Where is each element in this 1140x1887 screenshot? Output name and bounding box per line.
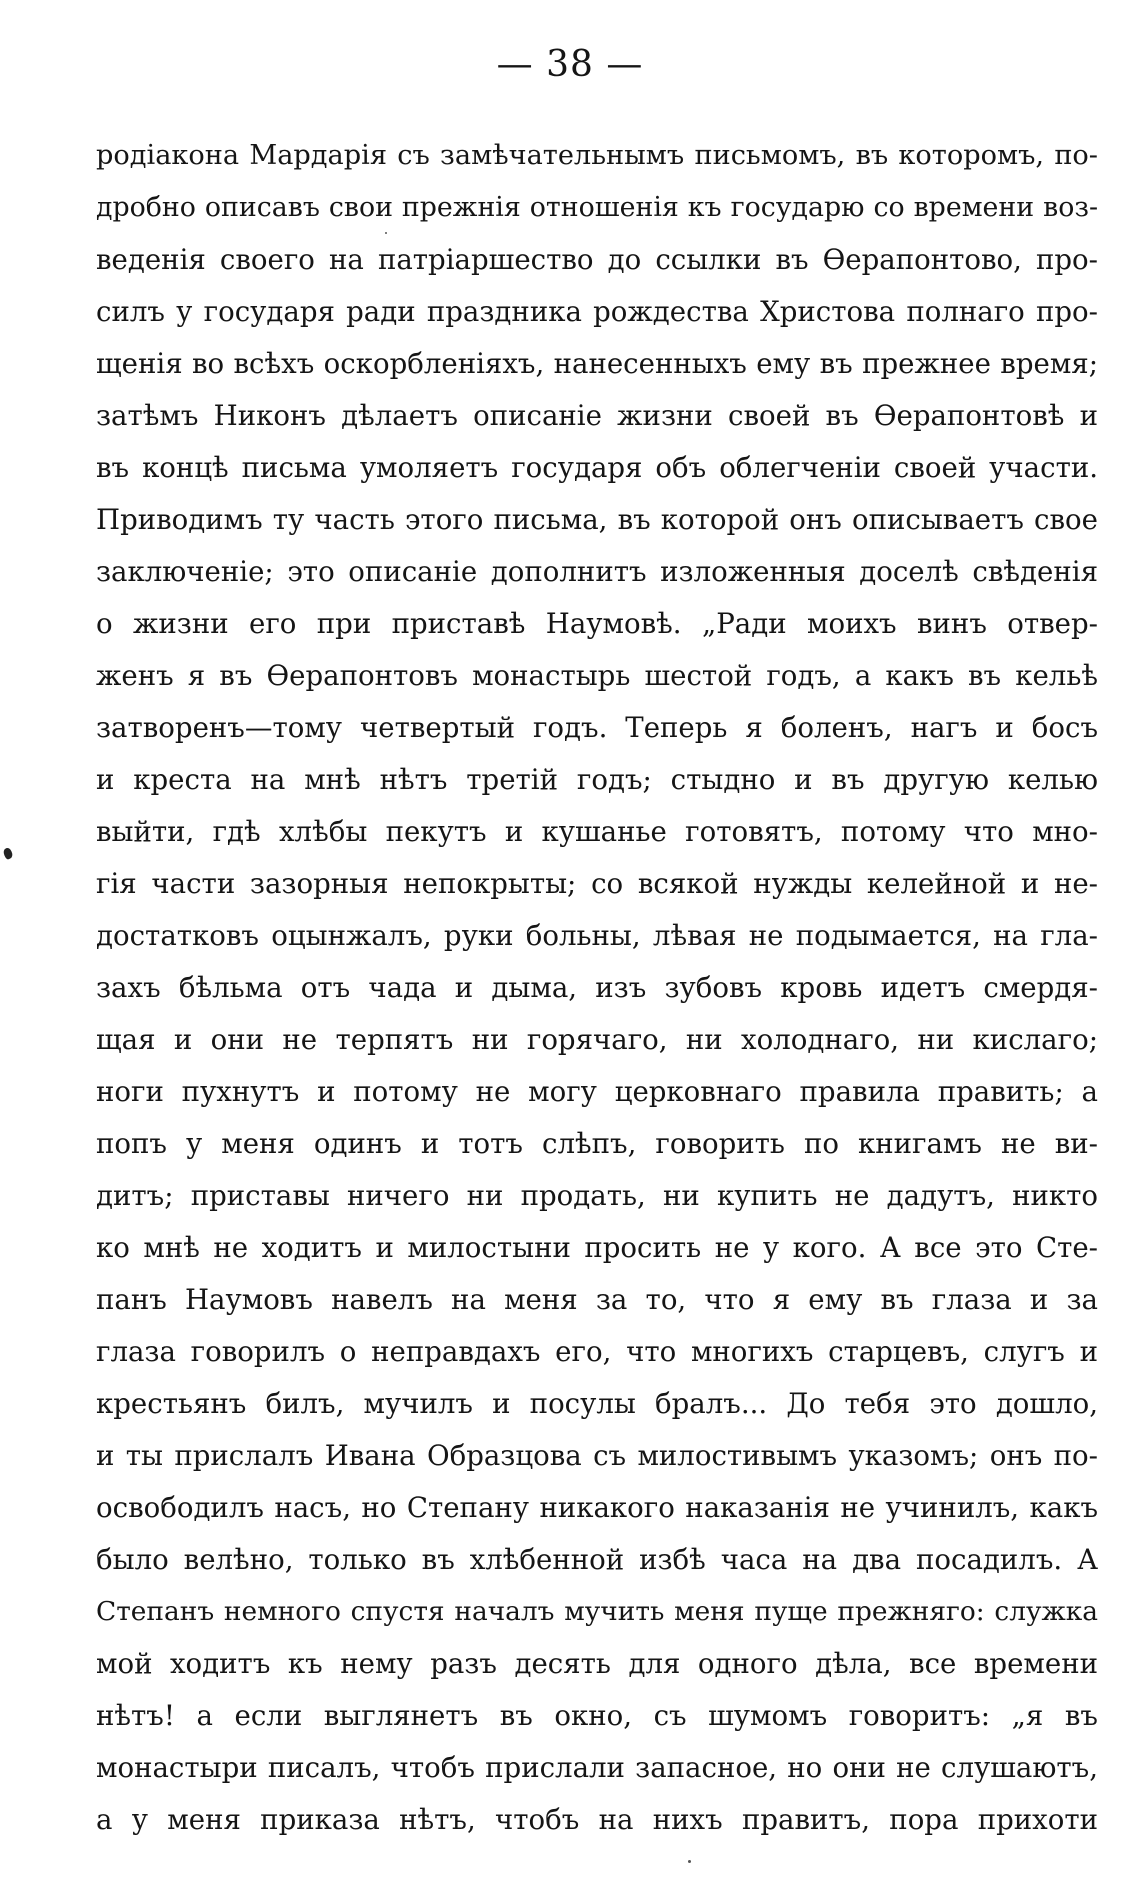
- text-line: панъ Наумовъ навелъ на меня за то, что я ему въ глаза и за: [96, 1283, 1098, 1316]
- text-line: нѣтъ! а если выглянетъ въ окно, съ шумомъ говоритъ: „я въ: [96, 1699, 1098, 1732]
- text-line: и креста на мнѣ нѣтъ третій годъ; стыдно и въ другую келью: [96, 763, 1098, 796]
- text-line: заключеніе; это описаніе дополнитъ изложенныя доселѣ свѣденія: [96, 555, 1098, 588]
- margin-ink-mark: [2, 847, 14, 860]
- text-line: гія части зазорныя непокрыты; со всякой нужды келейной и не-: [96, 867, 1098, 900]
- text-line: щая и они не терпятъ ни горячаго, ни холоднаго, ни кислаго;: [96, 1023, 1098, 1056]
- text-line: дробно описавъ свои прежнія отношенія къ государю со времени воз-: [96, 192, 1098, 223]
- text-line: затворенъ—тому четвертый годъ. Теперь я боленъ, нагъ и босъ: [96, 711, 1098, 744]
- text-line: захъ бѣльма отъ чада и дыма, изъ зубовъ кровь идетъ смердя-: [96, 971, 1098, 1004]
- text-line: дитъ; приставы ничего ни продать, ни купить не дадутъ, никто: [96, 1179, 1098, 1212]
- print-speck: [385, 232, 387, 234]
- text-line: было велѣно, только въ хлѣбенной избѣ часа на два посадилъ. А: [96, 1543, 1098, 1576]
- text-line: достатковъ оцынжалъ, руки больны, лѣвая не подымается, на гла-: [96, 919, 1098, 952]
- text-line: ноги пухнутъ и потому не могу церковнаго правила править; а: [96, 1075, 1098, 1108]
- text-line: крестьянъ билъ, мучилъ и посулы бралъ... До тебя это дошло,: [96, 1387, 1098, 1420]
- text-line: щенія во всѣхъ оскорбленіяхъ, нанесенныхъ ему въ прежнее время;: [96, 347, 1098, 380]
- text-line: монастыри писалъ, чтобъ прислали запасное, но они не слушаютъ,: [96, 1751, 1098, 1784]
- text-line: въ концѣ письма умоляетъ государя объ облегченіи своей участи.: [96, 451, 1098, 484]
- text-line: глаза говорилъ о неправдахъ его, что многихъ старцевъ, слугъ и: [96, 1335, 1098, 1368]
- text-line: а у меня приказа нѣтъ, чтобъ на нихъ правитъ, пора прихоти: [96, 1803, 1098, 1836]
- body-text: [96, 130, 1098, 1846]
- text-line: выйти, гдѣ хлѣбы пекутъ и кушанье готовятъ, потому что мно-: [96, 815, 1098, 848]
- page-number: — 38 —: [496, 44, 644, 85]
- print-speck: [688, 1860, 691, 1863]
- text-line: затѣмъ Никонъ дѣлаетъ описаніе жизни своей въ Ѳерапонтовѣ и: [96, 399, 1098, 432]
- text-line: мой ходитъ къ нему разъ десять для одного дѣла, все времени: [96, 1647, 1098, 1680]
- text-line: Приводимъ ту часть этого письма, въ которой онъ описываетъ свое: [96, 503, 1098, 536]
- text-line: женъ я въ Ѳерапонтовъ монастырь шестой годъ, а какъ въ кельѣ: [96, 659, 1098, 692]
- text-line: веденія своего на патріаршество до ссылки въ Ѳерапонтово, про-: [96, 243, 1098, 276]
- text-line: силъ у государя ради праздника рождества Христова полнаго про-: [96, 295, 1098, 328]
- text-line: Степанъ немного спустя началъ мучить меня пуще прежняго: служка: [96, 1596, 1098, 1627]
- text-line: освободилъ насъ, но Степану никакого наказанія не учинилъ, какъ: [96, 1491, 1098, 1524]
- text-line: ко мнѣ не ходитъ и милостыни просить не у кого. А все это Сте-: [96, 1231, 1098, 1264]
- text-line: о жизни его при приставѣ Наумовѣ. „Ради моихъ винъ отвер-: [96, 607, 1098, 640]
- text-line: родіакона Мардарія съ замѣчательнымъ письмомъ, въ которомъ, по-: [96, 140, 1098, 171]
- text-line: и ты прислалъ Ивана Образцова съ милостивымъ указомъ; онъ по-: [96, 1439, 1098, 1472]
- text-line: попъ у меня одинъ и тотъ слѣпъ, говорить по книгамъ не ви-: [96, 1127, 1098, 1160]
